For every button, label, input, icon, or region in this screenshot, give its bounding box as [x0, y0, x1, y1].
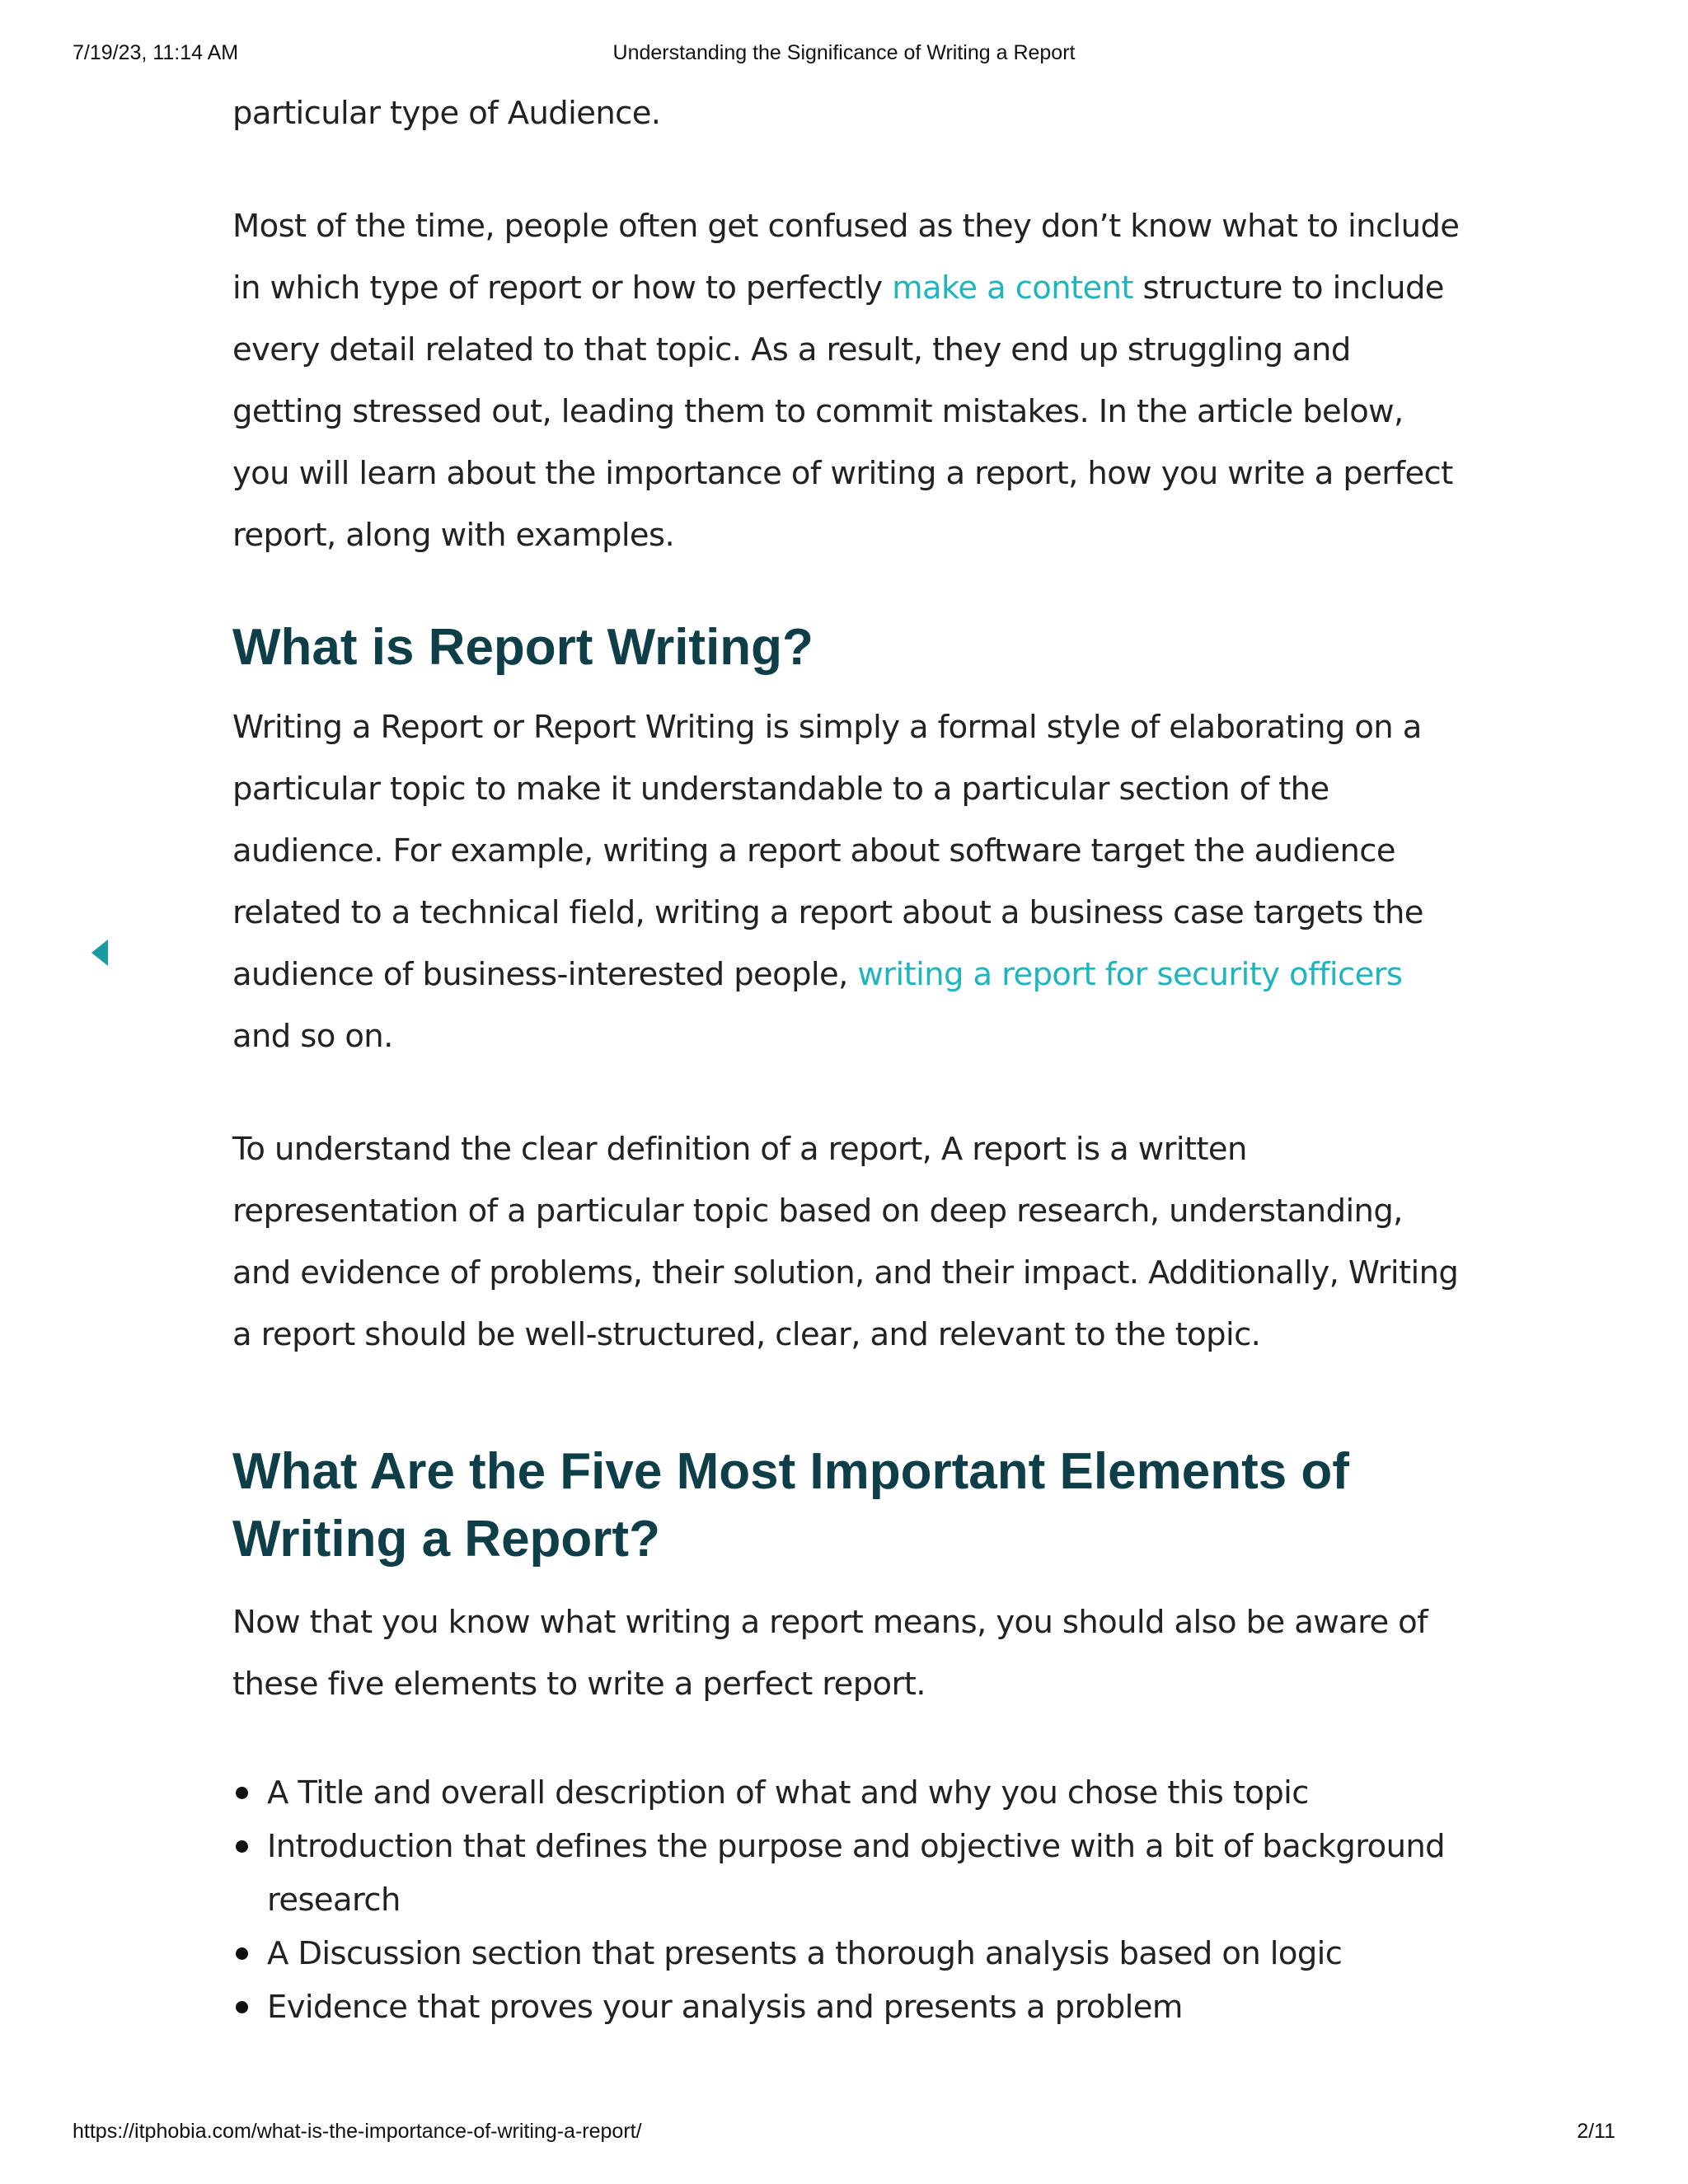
elements-list: [232, 1766, 1469, 2034]
print-header: [0, 41, 1688, 68]
paragraph-definition: [232, 696, 1469, 1067]
list-item-text: Introduction that defines the purpose and objective with a bit of background research: [267, 1828, 1446, 1919]
paragraph-text: Writing a Report or Report Writing is simply a formal style of elaborating on a particular topic to make it understandable to a particular section of the audience. For example, writing a report about software target the audience related to a technical field, writing a report about a business case targets the audience of business-interested people,: [232, 709, 1423, 993]
print-datetime: 7/19/23, 11:14 AM: [73, 41, 239, 64]
bullet-dot-icon: [236, 1840, 248, 1853]
list-item: [232, 1766, 1469, 1820]
heading-five-elements: What Are the Five Most Important Elements of Writing a Report?: [232, 1443, 1349, 1568]
list-item-text: A Discussion section that presents a thorough analysis based on logic: [267, 1935, 1343, 1972]
print-footer: [0, 2120, 1688, 2146]
paragraph-text: structure to include every detail related to that topic. As a result, they end up struggling and getting stressed out, leading them to commit mistakes. In the article below, you will learn about the importance of writing a report, how you write a perfect report, along with examples.: [232, 269, 1453, 554]
intro-fragment: particular type of Audience.: [232, 95, 661, 132]
article-body: [232, 82, 1469, 2034]
print-page-number: 2/11: [1577, 2120, 1615, 2143]
paragraph-text: Most of the time, people often get confused as they don’t know what to include in which type of report or how to perfectly: [232, 208, 1460, 307]
bullet-dot-icon: [236, 1787, 248, 1799]
heading-what-is-report-writing: What is Report Writing?: [232, 619, 814, 676]
print-page-title: Understanding the Significance of Writing a Report: [612, 41, 1076, 64]
paragraph-text: and so on.: [232, 1018, 393, 1055]
list-item: [232, 1980, 1469, 2034]
list-item: [232, 1927, 1469, 1980]
paragraph-clear-definition: To understand the clear definition of a report, A report is a written representation of a particular topic based on deep research, understanding, and evidence of problems, their solution, and their impact. Additionally, Writing a report should be well-structured, clear, and relevant to the topic.: [232, 1131, 1459, 1353]
bullet-dot-icon: [236, 2001, 248, 2013]
list-item-text: Evidence that proves your analysis and presents a problem: [267, 1989, 1183, 2026]
triangle-left-icon[interactable]: [91, 940, 108, 966]
paragraph-elements-intro: Now that you know what writing a report means, you should also be aware of these five elements to write a perfect report.: [232, 1604, 1428, 1703]
list-item: [232, 1820, 1469, 1927]
paragraph-confusion: [232, 195, 1469, 566]
bullet-dot-icon: [236, 1947, 248, 1960]
print-url: https://itphobia.com/what-is-the-importance-of-writing-a-report/: [73, 2120, 642, 2143]
security-officers-report-link[interactable]: writing a report for security officers: [857, 956, 1403, 993]
make-a-content-link[interactable]: make a content: [892, 269, 1133, 307]
list-item-text: A Title and overall description of what and why you chose this topic: [267, 1774, 1309, 1811]
